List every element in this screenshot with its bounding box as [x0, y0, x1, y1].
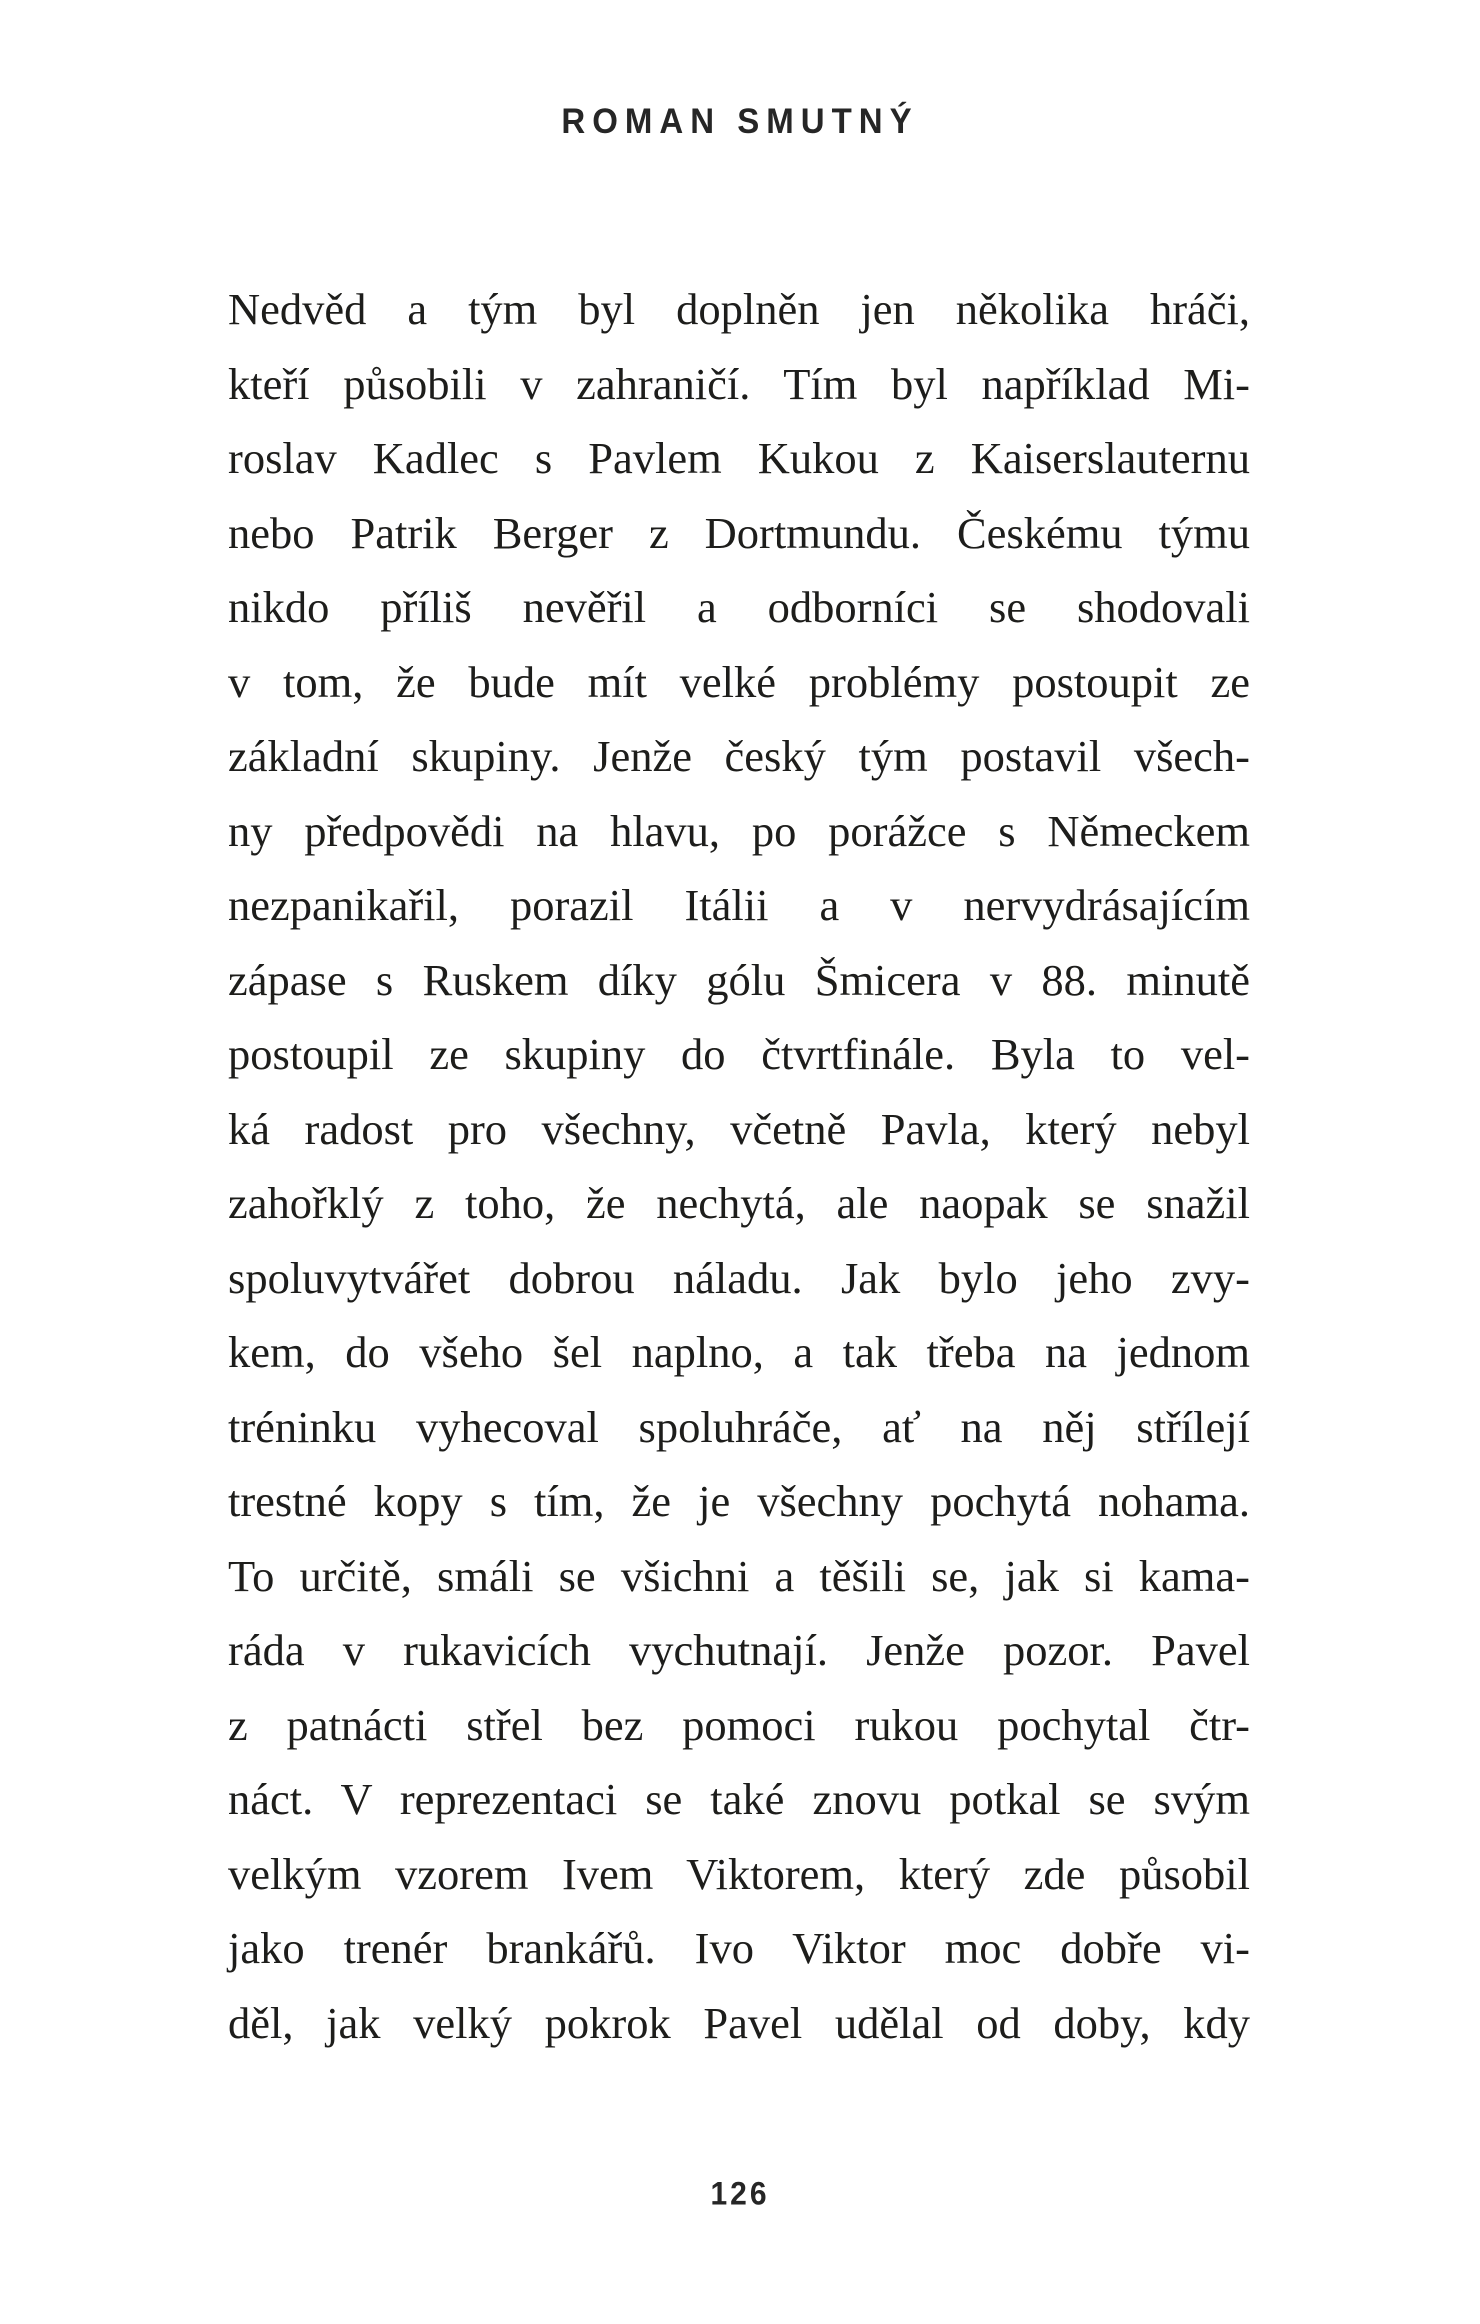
body-text [228, 272, 1250, 2060]
text-line: v tom, že bude mít velké problémy postoupit ze [228, 656, 1250, 707]
text-line: spoluvytvářet dobrou náladu. Jak bylo jeho zvy- [228, 1252, 1250, 1303]
text-line: postoupil ze skupiny do čtvrtfinále. Byla to vel- [228, 1029, 1250, 1079]
text-line: ráda v rukavicích vychutnají. Jenže pozor. Pavel [228, 1625, 1250, 1675]
text-line: základní skupiny. Jenže český tým postavil všech- [228, 731, 1250, 781]
text-line: jako trenér brankářů. Ivo Viktor moc dobře vi- [228, 1923, 1250, 1973]
text-line: ny předpovědi na hlavu, po porážce s Německem [228, 805, 1250, 856]
text-line: velkým vzorem Ivem Viktorem, který zde působil [228, 1848, 1250, 1899]
text-line: nikdo příliš nevěřil a odborníci se shodovali [228, 582, 1250, 632]
text-line: roslav Kadlec s Pavlem Kukou z Kaiserslauternu [228, 433, 1250, 483]
text-line: zahořklý z toho, že nechytá, ale naopak se snažil [228, 1178, 1250, 1228]
text-line: nezpanikařil, porazil Itálii a v nervydrásajícím [228, 880, 1250, 930]
text-line: To určitě, smáli se všichni a těšili se, jak si kama- [228, 1550, 1250, 1601]
text-line: kem, do všeho šel naplno, a tak třeba na jednom [228, 1327, 1250, 1377]
text-line: tréninku vyhecoval spoluhráče, ať na něj střílejí [228, 1401, 1250, 1452]
running-header: ROMAN SMUTNÝ [561, 100, 919, 141]
text-line: z patnácti střel bez pomoci rukou pochytal čtr- [228, 1699, 1250, 1750]
text-line: zápase s Ruskem díky gólu Šmicera v 88. minutě [228, 954, 1250, 1005]
text-line: trestné kopy s tím, že je všechny pochytá nohama. [228, 1476, 1250, 1526]
text-line: ká radost pro všechny, včetně Pavla, který nebyl [228, 1103, 1250, 1154]
text-line: děl, jak velký pokrok Pavel udělal od doby, kdy [228, 1997, 1250, 2048]
text-line: kteří působili v zahraničí. Tím byl například Mi- [228, 358, 1250, 409]
text-line: náct. V reprezentaci se také znovu potkal se svým [228, 1774, 1250, 1824]
text-line: nebo Patrik Berger z Dortmundu. Českému týmu [228, 507, 1250, 558]
page-number: 126 [710, 2176, 770, 2213]
text-line: Nedvěd a tým byl doplněn jen několika hráči, [228, 284, 1250, 334]
